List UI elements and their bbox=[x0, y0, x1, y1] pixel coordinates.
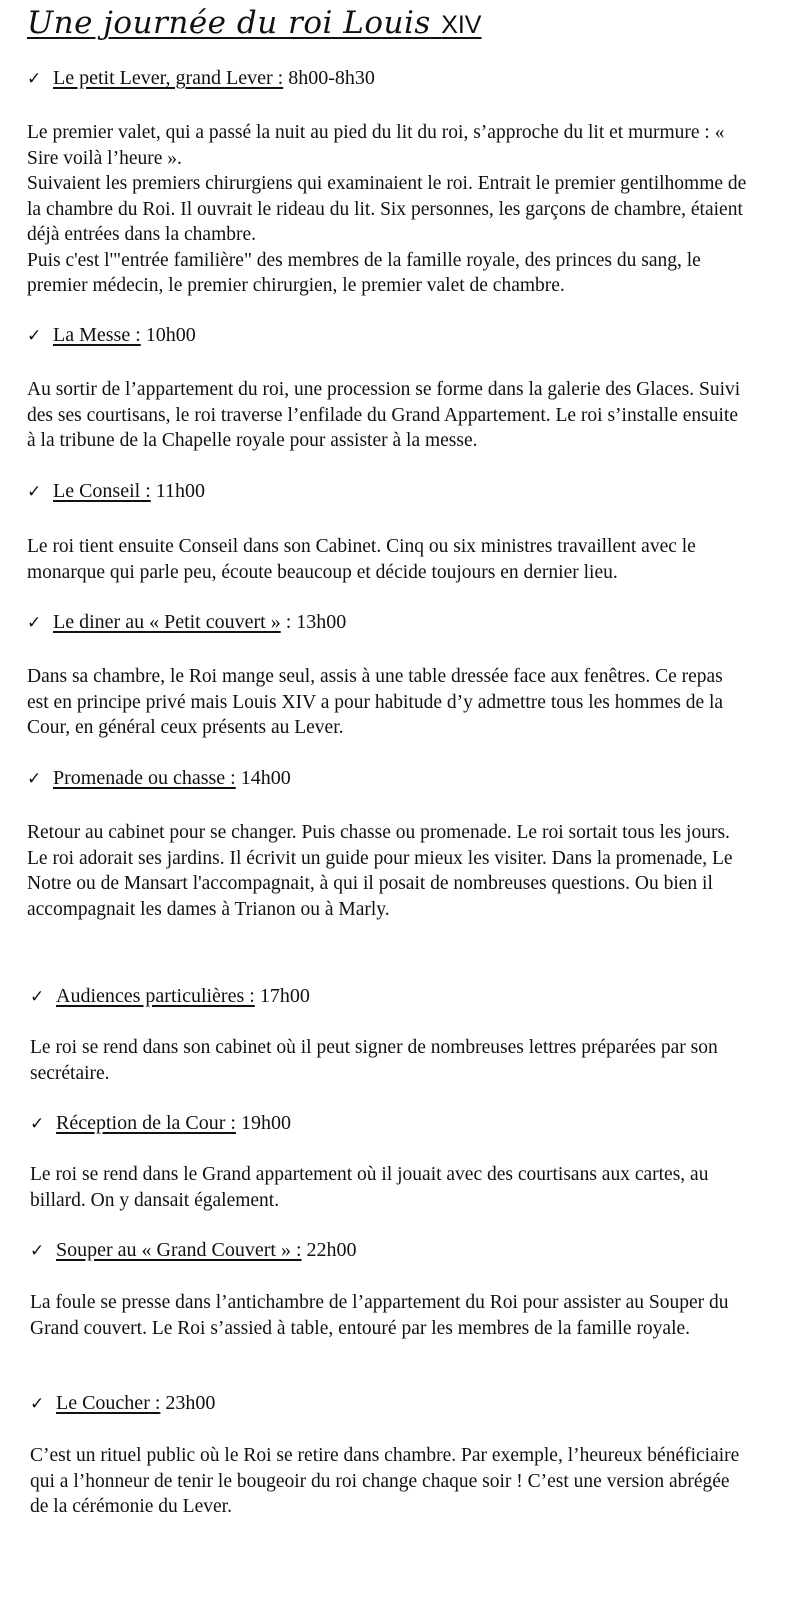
paragraph: Le premier valet, qui a passé la nuit au pied du lit du roi, s’approche du lit et murmure : « Sire voilà l’heure ». bbox=[27, 122, 725, 169]
paragraph: Suivaient les premiers chirurgiens qui examinaient le roi. Entrait le premier gentilhomme de la chambre du Roi. Il ouvrait le rideau du lit. Six personnes, les garçons de chambre, étaient déjà entrées dans la chambre. bbox=[27, 173, 747, 245]
section-body bbox=[27, 820, 747, 922]
section-heading-time: 22h00 bbox=[301, 1239, 357, 1261]
title-numeral: XIV bbox=[441, 11, 482, 39]
section-heading bbox=[30, 1111, 291, 1136]
section-heading-time: 10h00 bbox=[140, 324, 196, 346]
section-heading-time: 19h00 bbox=[235, 1112, 291, 1134]
paragraph: Retour au cabinet pour se changer. Puis chasse ou promenade. Le roi sortait tous les jours. Le roi adorait ses jardins. Il écrivit un guide pour mieux les visiter. Dans la promenade, Le Notre ou de Mansart l'accompagnait, à qui il posait de nombreuses questions. Ou bien il accompagnait les dames à Trianon ou à Marly. bbox=[27, 822, 733, 920]
section-heading-label: Le Coucher : bbox=[56, 1392, 161, 1414]
paragraph: C’est un rituel public où le Roi se retire dans chambre. Par exemple, l’heureux bénéficiaire qui a l’honneur de tenir le bougeoir du roi change chaque soir ! C’est une version abrégée de la cérémonie du Lever. bbox=[30, 1445, 740, 1517]
section-heading-label: Le petit Lever, grand Lever : bbox=[53, 67, 284, 89]
section-body bbox=[27, 664, 747, 741]
paragraph: La foule se presse dans l’antichambre de l’appartement du Roi pour assister au Souper du Grand couvert. Le Roi s’assied à table, entouré par les membres de la famille royale. bbox=[30, 1292, 729, 1339]
section-heading-time: : 13h00 bbox=[280, 611, 347, 633]
section-body bbox=[30, 1290, 750, 1341]
section-heading bbox=[30, 1238, 357, 1263]
section-heading-time: 17h00 bbox=[254, 985, 310, 1007]
paragraph: Au sortir de l’appartement du roi, une procession se forme dans la galerie des Glaces. Suivi des ses courtisans, le roi traverse l’enfilade du Grand Appartement. Le roi s’installe ensuite à la tribune de la Chapelle royale pour assister à la messe. bbox=[27, 379, 741, 451]
section-body bbox=[30, 1162, 750, 1213]
section-heading-label: Le diner au « Petit couvert » bbox=[53, 611, 281, 633]
section-heading-time: 11h00 bbox=[150, 480, 206, 502]
section-body bbox=[30, 1035, 750, 1086]
section-heading bbox=[27, 323, 196, 348]
paragraph: Le roi tient ensuite Conseil dans son Cabinet. Cinq ou six ministres travaillent avec le monarque qui parle peu, écoute beaucoup et décide toujours en dernier lieu. bbox=[27, 536, 696, 583]
checkmark-icon: ✓ bbox=[27, 69, 42, 89]
section-body bbox=[30, 1443, 750, 1520]
section-heading bbox=[27, 766, 291, 791]
section-heading-time: 14h00 bbox=[235, 767, 291, 789]
paragraph: Dans sa chambre, le Roi mange seul, assis à une table dressée face aux fenêtres. Ce repas est en principe privé mais Louis XIV a pour habitude d’y admettre tous les hommes de la Cour, en général ceux présents au Lever. bbox=[27, 666, 724, 738]
section-heading-label: Le Conseil : bbox=[53, 480, 151, 502]
section-body bbox=[27, 534, 747, 585]
section-heading bbox=[27, 610, 346, 635]
checkmark-icon: ✓ bbox=[30, 1114, 45, 1134]
section-heading-time: 8h00-8h30 bbox=[283, 67, 375, 89]
checkmark-icon: ✓ bbox=[30, 1241, 45, 1261]
section-body bbox=[27, 377, 747, 454]
checkmark-icon: ✓ bbox=[27, 326, 42, 346]
paragraph: Le roi se rend dans son cabinet où il peut signer de nombreuses lettres préparées par son secrétaire. bbox=[30, 1037, 718, 1084]
checkmark-icon: ✓ bbox=[30, 987, 45, 1007]
checkmark-icon: ✓ bbox=[27, 769, 42, 789]
section-heading-label: Réception de la Cour : bbox=[56, 1112, 236, 1134]
section-heading-time: 23h00 bbox=[160, 1392, 216, 1414]
checkmark-icon: ✓ bbox=[27, 613, 42, 633]
section-heading-label: Audiences particulières : bbox=[56, 985, 255, 1007]
page-title bbox=[27, 4, 481, 44]
title-script-text: Une journée du roi Louis bbox=[27, 5, 431, 41]
section-heading-label: Souper au « Grand Couvert » : bbox=[56, 1239, 302, 1261]
paragraph: Puis c'est l'"entrée familière" des membres de la famille royale, des princes du sang, le premier médecin, le premier chirurgien, le premier valet de chambre. bbox=[27, 249, 701, 296]
section-heading-label: La Messe : bbox=[53, 324, 141, 346]
checkmark-icon: ✓ bbox=[27, 482, 42, 502]
section-body bbox=[27, 120, 747, 299]
section-heading bbox=[27, 479, 205, 504]
paragraph: Le roi se rend dans le Grand appartement où il jouait avec des courtisans aux cartes, au billard. On y dansait également. bbox=[30, 1164, 709, 1211]
section-heading bbox=[30, 1391, 215, 1416]
section-heading-label: Promenade ou chasse : bbox=[53, 767, 236, 789]
section-heading bbox=[30, 984, 310, 1009]
checkmark-icon: ✓ bbox=[30, 1394, 45, 1414]
section-heading bbox=[27, 66, 375, 91]
